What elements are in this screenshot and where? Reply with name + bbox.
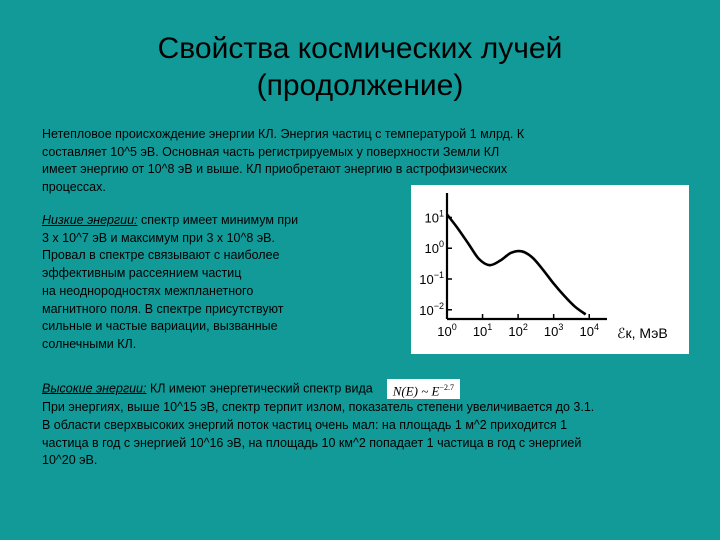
x-tick-label bbox=[508, 322, 527, 339]
high-energy-paragraph bbox=[42, 379, 594, 470]
y-tick-label-exponent: 0 bbox=[438, 239, 444, 250]
low-energy-line: Провал в спектре связывают с наиболее bbox=[42, 248, 280, 263]
intro-line: составляет 10^5 эВ. Основная часть регистрируемых у поверхности Земли КЛ bbox=[42, 144, 500, 159]
spectrum-curve bbox=[447, 214, 586, 314]
x-tick-label-base: 10 bbox=[543, 324, 559, 339]
low-energy-line: на неоднородностях межпланетного bbox=[42, 283, 254, 298]
y-tick-label bbox=[425, 208, 444, 225]
intro-line: процессах. bbox=[42, 180, 106, 195]
low-energy-heading: Низкие энергии: bbox=[42, 213, 138, 227]
y-tick-label bbox=[419, 270, 444, 287]
x-tick-label bbox=[437, 322, 456, 339]
x-tick-label-base: 10 bbox=[437, 324, 452, 339]
x-tick-label-exponent: 4 bbox=[593, 322, 599, 332]
formula-exponent: −2.7 bbox=[439, 383, 454, 392]
x-tick-label-base: 10 bbox=[508, 324, 523, 339]
y-tick-label-base: 10 bbox=[424, 210, 439, 226]
x-tick-label-base: 10 bbox=[472, 324, 488, 339]
low-energy-line: 3 х 10^7 эВ и максимум при 3 х 10^8 эВ. bbox=[42, 230, 275, 245]
y-tick-label-exponent: 1 bbox=[438, 208, 444, 219]
chart-svg bbox=[411, 185, 689, 354]
low-energy-paragraph bbox=[42, 212, 298, 354]
x-tick-label-exponent: 0 bbox=[451, 322, 457, 332]
y-tick-label-base: 10 bbox=[419, 302, 434, 318]
high-energy-line: частица в год с энергией 10^16 эВ, на площадь 10 км^2 попадает 1 частица в год с энергией bbox=[42, 435, 582, 450]
slide-title-line2: (продолжение) bbox=[256, 69, 464, 102]
low-energy-line bbox=[42, 212, 298, 230]
low-energy-line: солнечными КЛ. bbox=[42, 336, 137, 351]
y-tick-label-exponent: −2 bbox=[433, 300, 444, 311]
x-tick-label-exponent: 3 bbox=[558, 322, 564, 332]
x-tick-label-exponent: 1 bbox=[487, 322, 493, 332]
y-tick-label-exponent: −1 bbox=[433, 270, 444, 280]
low-energy-line: эффективным рассеянием частиц bbox=[42, 266, 242, 281]
slide-title-line1: Свойства космических лучей bbox=[157, 32, 563, 65]
high-energy-line: При энергиях, выше 10^15 эВ, спектр терпит излом, показатель степени увеличивается до 3.1. bbox=[42, 400, 595, 415]
high-energy-line1-text: КЛ имеют энергетический спектр вида bbox=[146, 381, 373, 396]
x-tick-label bbox=[579, 322, 598, 339]
high-energy-line: 10^20 эВ. bbox=[42, 453, 98, 468]
high-energy-heading: Высокие энергии: bbox=[42, 381, 147, 396]
low-energy-line: сильные и частые вариации, вызванные bbox=[42, 319, 278, 334]
high-energy-line: В области сверхвысоких энергий поток частиц очень мал: на площадь 1 м^2 приходится 1 bbox=[42, 418, 568, 433]
intro-line: имеет энергию от 10^8 эВ и выше. КЛ приобретают энергию в астрофизических bbox=[42, 162, 508, 177]
energy-spectrum-chart bbox=[411, 185, 689, 354]
formula-lhs: N(E) bbox=[392, 383, 418, 399]
low-energy-line: магнитного поля. В спектре присутствуют bbox=[42, 301, 284, 316]
x-axis-label: ℰк, МэВ bbox=[617, 325, 668, 341]
x-tick-label bbox=[544, 322, 563, 339]
spectrum-formula bbox=[387, 379, 460, 399]
x-tick-label bbox=[473, 322, 492, 339]
y-tick-label-base: 10 bbox=[424, 241, 439, 257]
low-energy-line1-text: спектр имеет минимум при bbox=[137, 213, 299, 227]
y-tick-label bbox=[419, 301, 444, 318]
intro-line: Нетепловое происхождение энергии КЛ. Энергия частиц с температурой 1 млрд. К bbox=[42, 127, 525, 141]
x-tick-label-exponent: 2 bbox=[522, 322, 528, 332]
x-tick-label-base: 10 bbox=[579, 324, 594, 339]
formula-base: E bbox=[431, 383, 440, 399]
y-tick-label bbox=[425, 239, 444, 256]
high-energy-line bbox=[42, 379, 594, 399]
formula-sim: ~ bbox=[421, 383, 429, 399]
y-tick-label-base: 10 bbox=[419, 272, 434, 287]
